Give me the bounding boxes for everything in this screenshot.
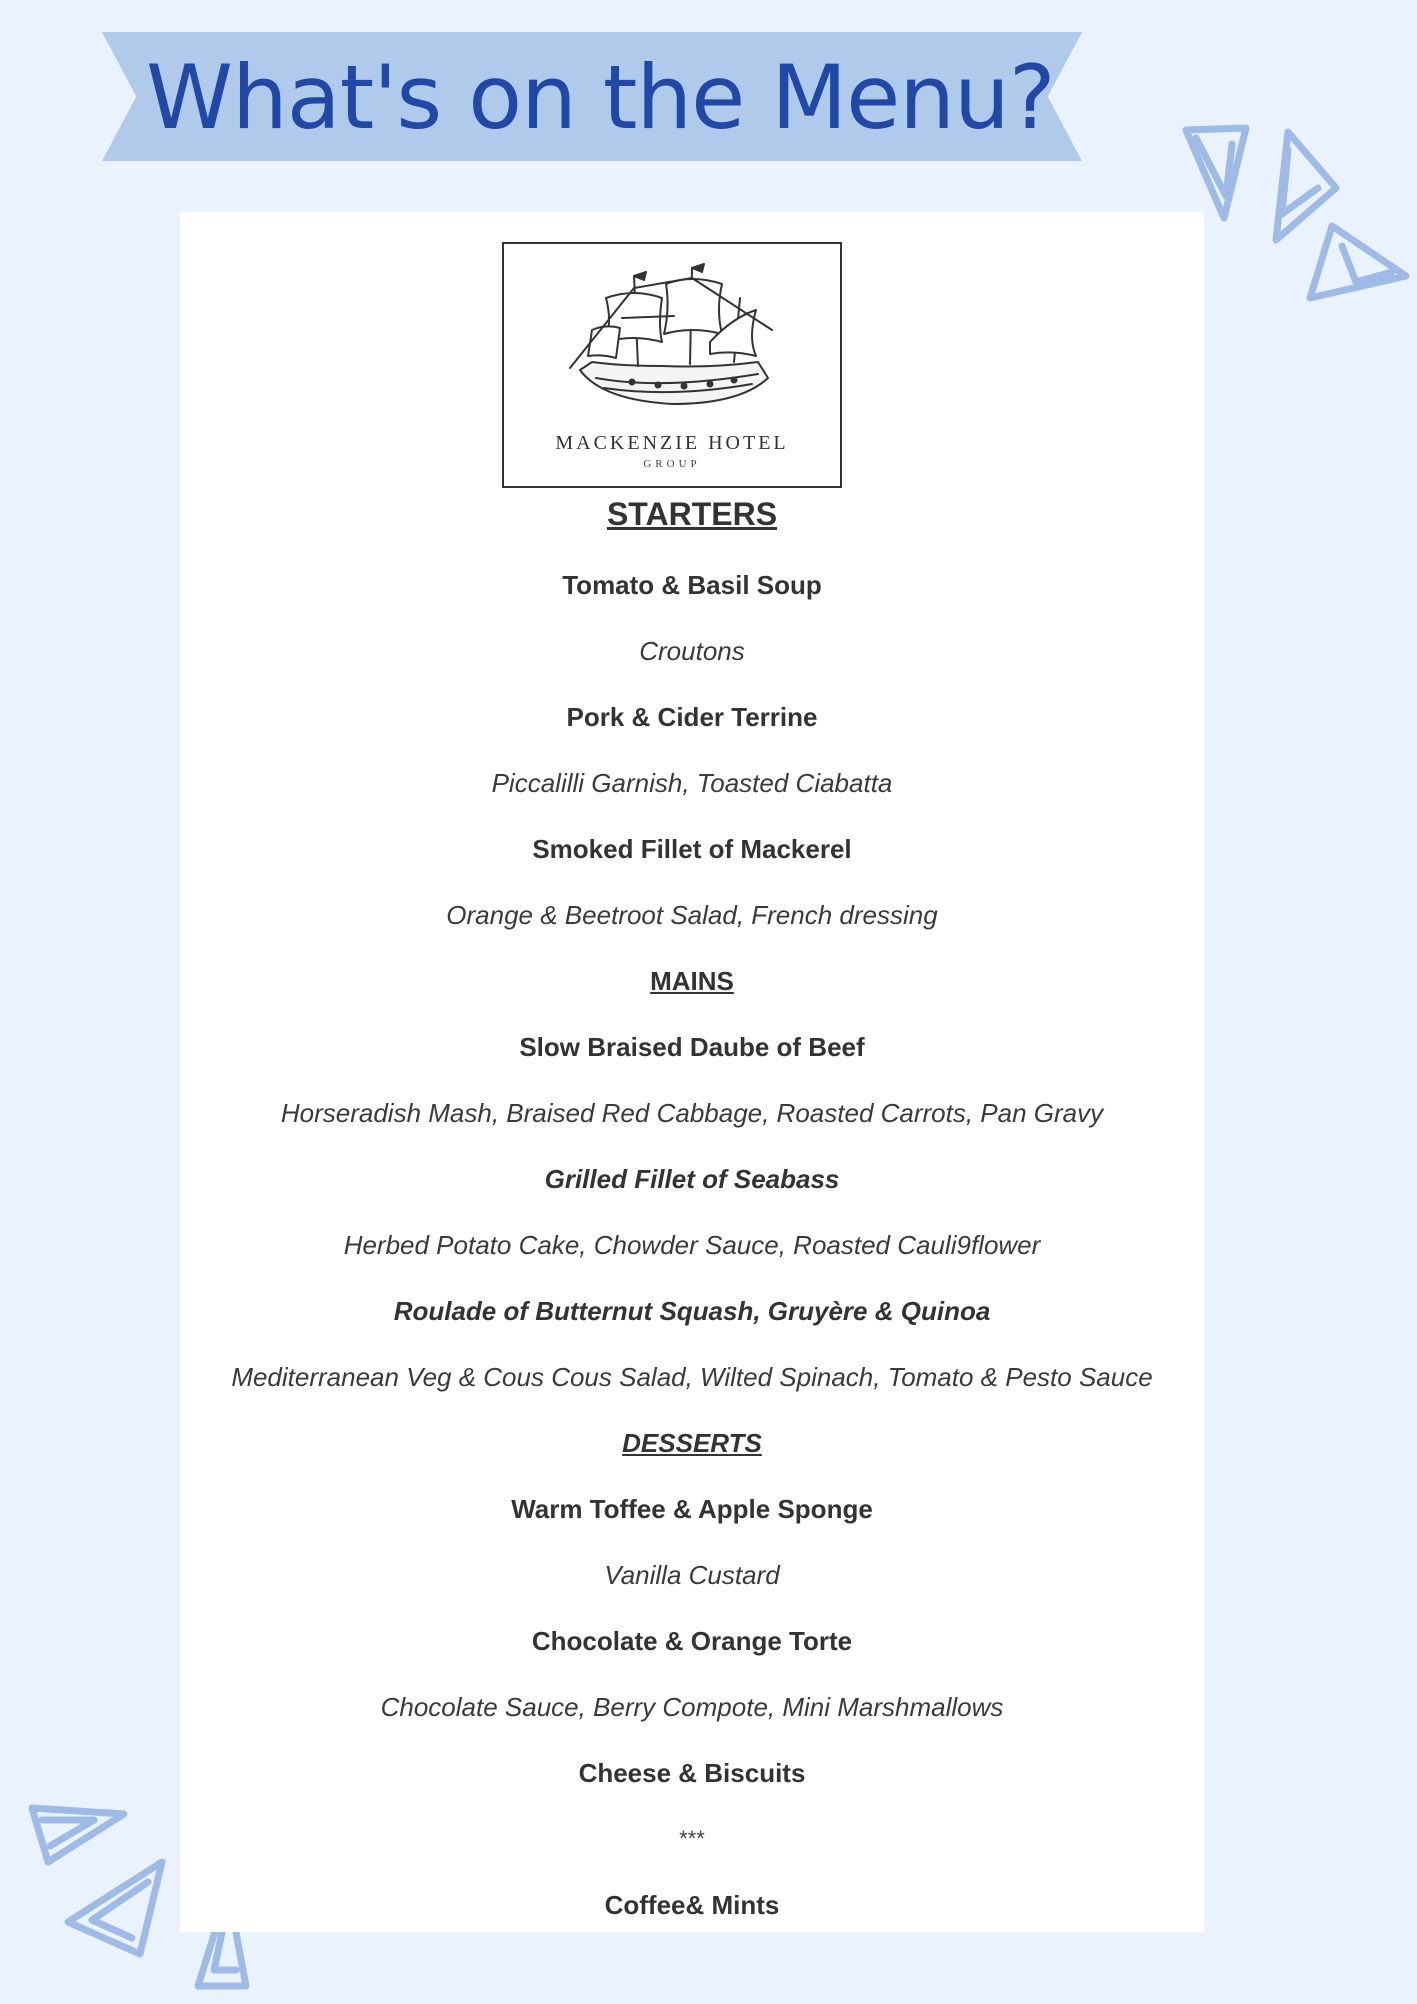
page-title: What's on the Menu?	[146, 46, 1055, 149]
menu-dish: Warm Toffee & Apple Sponge	[511, 1494, 873, 1524]
menu-dish: Chocolate & Orange Torte	[531, 1626, 853, 1656]
menu-dish: Slow Braised Daube of Beef	[519, 1032, 865, 1062]
paper-plane-doodles-top-icon	[1180, 122, 1417, 312]
menu-dish-description: Mediterranean Veg & Cous Cous Salad, Wilted Spinach, Tomato & Pesto Sauce	[231, 1362, 1153, 1392]
menu-dish: Grilled Fillet of Seabass	[544, 1164, 840, 1194]
menu-dish-description: Herbed Potato Cake, Chowder Sauce, Roasted Cauli9flower	[343, 1230, 1041, 1260]
menu-dish-description: Croutons	[639, 636, 745, 666]
menu-dish-description: Orange & Beetroot Salad, French dressing	[446, 900, 938, 930]
menu-dish: Smoked Fillet of Mackerel	[532, 834, 852, 864]
logo-name: MACKENZIE HOTEL	[555, 432, 789, 454]
menu-dish-description: Piccalilli Garnish, Toasted Ciabatta	[491, 768, 893, 798]
menu-dish: Roulade of Butternut Squash, Gruyère & Quinoa	[393, 1296, 991, 1326]
menu-dish: Tomato & Basil Soup	[562, 570, 822, 600]
hotel-logo	[502, 242, 842, 488]
menu-sheet	[180, 212, 1204, 1932]
menu-dish-description: Horseradish Mash, Braised Red Cabbage, Roasted Carrots, Pan Gravy	[280, 1098, 1104, 1128]
menu-dish-description: Vanilla Custard	[604, 1560, 780, 1590]
menu-separator: ***	[679, 1826, 705, 1851]
menu-dish: Pork & Cider Terrine	[566, 702, 818, 732]
menu-dish-description: Chocolate Sauce, Berry Compote, Mini Marshmallows	[380, 1692, 1004, 1722]
menu-dish: Cheese & Biscuits	[578, 1758, 806, 1788]
logo-subtitle: GROUP	[643, 458, 701, 470]
section-heading-desserts: DESSERTS	[622, 1428, 762, 1458]
section-heading-mains: MAINS	[650, 966, 734, 996]
menu-closing: Coffee& Mints	[604, 1890, 780, 1920]
ship-logo-icon	[562, 258, 782, 428]
section-heading-starters: STARTERS	[606, 496, 778, 532]
